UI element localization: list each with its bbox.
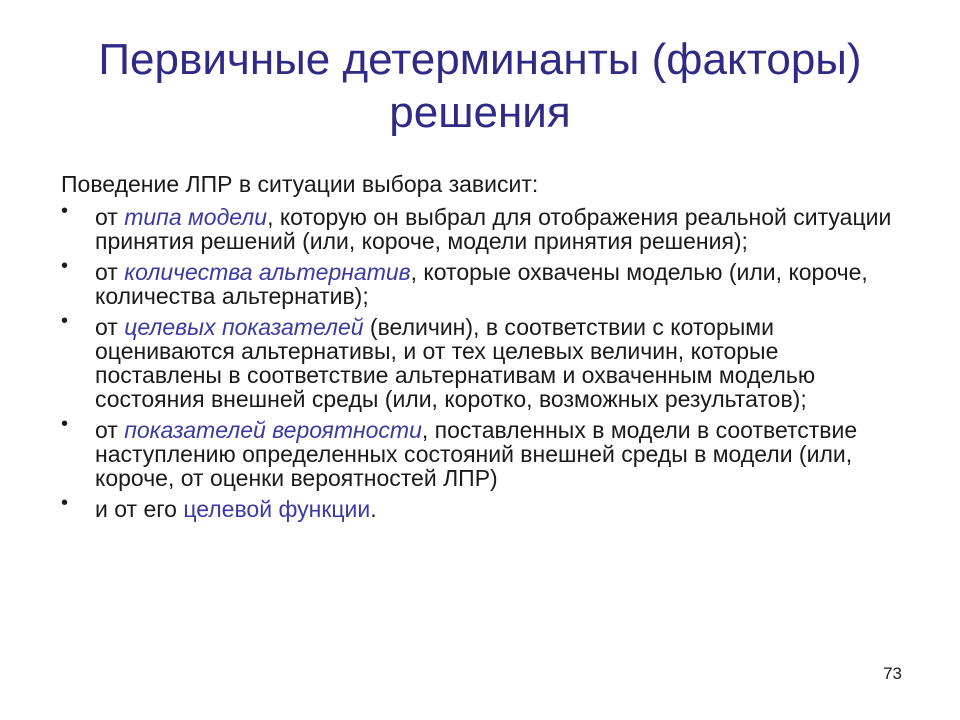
bullet-marker: •: [61, 200, 69, 222]
bullet-text-before: от: [95, 259, 125, 285]
bullet-list: [61, 200, 911, 522]
key-term: целевой функции: [183, 496, 371, 522]
bullet-text-before: от: [95, 314, 125, 340]
bullet-marker: •: [61, 310, 69, 332]
slide-title: [40, 33, 920, 139]
slide-title-line2: решения: [389, 88, 571, 137]
bullet-text-after: .: [370, 496, 377, 522]
key-term: показателей вероятности: [124, 417, 422, 443]
bullet-text-before: от: [95, 417, 125, 443]
key-term: количества альтернатив: [124, 259, 411, 285]
bullet-text-after: (величин), в соответствии с которыми оцениваются альтернативы, и от тех целевых величин, которые поставлены в соответствие альтернативам и охваченным моделью состояния внешней среды (или, коротко, возможных результатов);: [95, 314, 816, 412]
bullet-text-after: , которую он выбрал для отображения реальной ситуации принятия решений (или, короче, модели принятия решения);: [95, 204, 892, 254]
bullet-text-after: , поставленных в модели в соответствие наступлению определенных состояний внешней среды в модели (или, короче, от оценки вероятностей ЛПР): [95, 417, 858, 491]
key-term: целевых показателей: [124, 314, 364, 340]
bullet-marker: •: [61, 413, 69, 435]
bullet-text-after: , которые охвачены моделью (или, короче, количества альтернатив);: [95, 259, 868, 309]
bullet-item-target-function: [61, 492, 911, 522]
bullet-marker: •: [61, 255, 69, 277]
bullet-item-model-type: [61, 200, 911, 254]
slide-body: [61, 170, 911, 521]
bullet-text-before: и от его: [95, 496, 184, 522]
bullet-item-target-indicators: [61, 310, 911, 412]
key-term: типа модели: [124, 204, 268, 230]
slide-title-line1: Первичные детерминанты (факторы): [98, 35, 862, 84]
intro-text: Поведение ЛПР в ситуации выбора зависит:: [61, 171, 539, 197]
bullet-item-alternatives: [61, 255, 911, 309]
bullet-marker: •: [61, 492, 69, 514]
page-number: 73: [883, 664, 902, 683]
bullet-item-probabilities: [61, 413, 911, 491]
bullet-text-before: от: [95, 204, 125, 230]
